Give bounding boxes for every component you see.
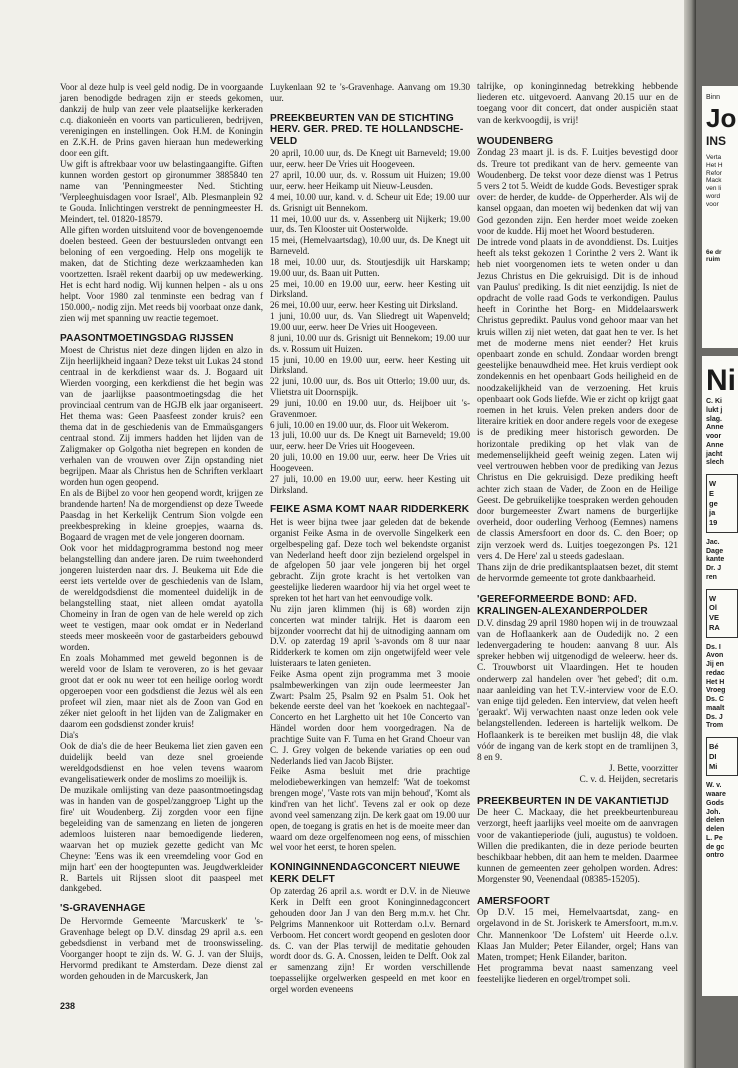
- ad-body: [706, 154, 738, 209]
- ad-line: W: [709, 593, 717, 603]
- page-number: 238: [60, 1001, 76, 1011]
- paragraph: Uw gift is aftrekbaar voor uw belastingaangifte. Giften kunnen worden gestort op gironummer 3885840 ten name van 'Penningmeester Ned. Stichting 'Verpleeghuisdagen voor Israel', Alb. Plesmanplein 92 te Gouda. Inlichtingen verstrekt de penningmeester H. Meindert, tel. 01820-18579.: [60, 158, 263, 224]
- paragraph: 25 mei, 10.00 en 19.00 uur, eerw. heer Kesting uit Dirksland.: [270, 278, 470, 300]
- paragraph: Op D.V. 15 mei, Hemelvaartsdat, zang- en orgelavond in de St. Joriskerk te Amersfoort, m.m.v. Chr. Mannenkoor 'De Lofstem' uit Heerde o.l.v. Klaas Jan Mulder; Peter Eilander, orgel; Hans van Maten, trompet; Henk Eilander, bariton.: [477, 908, 678, 963]
- ad-line: redac: [706, 669, 725, 677]
- paragraph: 26 mei, 10.00 uur, eerw. heer Kesting uit Dirksland.: [270, 300, 458, 311]
- ad-line: delen: [706, 817, 725, 825]
- paragraph: Feike Asma opent zijn programma met 3 mooie psalmbewerkingen van zijn oude leermeester Jan Zwart: Psalm 25, Psalm 92 en Psalm 51. Ook het bekende eerste deel van het 'koekoek en nachtegaal'-Concerto en het Larghetto uit het 10e Concerto van Händel worden door hem voorgedragen. Na de prachtige Suite van F. Tuma en het Grand Choeur van C. J. Grey volgen de bekende variaties op een oud Nederlands lied van Jacob Bijster.: [270, 668, 470, 766]
- section-heading: PREEKBEURTEN VAN DE STICHTING HERV. GER. PRED. TE HOLLANDSCHE-VELD: [270, 112, 464, 147]
- ad-box: [706, 737, 738, 776]
- ad-line: C. Ki: [706, 398, 722, 405]
- paragraph: Luykenlaan 92 te 's-Gravenhage. Aanvang om 19.30 uur.: [270, 82, 470, 103]
- ad-line: ge: [709, 498, 718, 508]
- section-heading: WOUDENBERG: [477, 135, 554, 147]
- ad-line: Ds. J: [706, 713, 723, 721]
- paragraph: Alle giften worden uitsluitend voor de bovengenoemde doelen besteed. Geen der bestuursleden ontvangt een beloning of een vergoeding. Help ons mogelijk te maken, dat de Stichting deze werkzaamheden kan voortzetten. Israël rekent daarbij op uw medewerking. Het is echt hard nodig. Wij kunnen helpen - als u ons helpt. Voor 1980 zal tenminste een bedrag van f 150.000,- nodig zijn. Met reeds bij voorbaat onze dank, zien wij met spanning uw reactie tegemoet.: [60, 224, 263, 323]
- ad-line: slech: [706, 459, 724, 467]
- paragraph: En als de Bijbel zo voor hen geopend wordt, krijgen ze brandende harten! Na de morgendienst op deze Tweede Paasdag in het Kerkelijk Centrum Sion volgde een preekbespreking in kleine groepjes, waarna ds. Bogaard de vragen met de vele jongeren doornam.: [60, 488, 263, 542]
- column-middle: [270, 82, 470, 995]
- book-binding: [684, 0, 696, 1068]
- paragraph: Voor al deze hulp is veel geld nodig. De in voorgaande jaren benodigde bedragen zijn er steeds gekomen, dankzij de hulp van zeer vele plaatselijke kerkeraden c.q. diakonieën en voorts van particulieren, bedrijven, verenigingen en instellingen. Ook H.M. de Koningin en Z.K.H. de Prins gaven hieraan hun medewerking door een gift.: [60, 82, 263, 158]
- section-heading: KONINGINNENDAGCONCERT NIEUWE KERK DELFT: [270, 862, 461, 885]
- paragraph: D.V. dinsdag 29 april 1980 hopen wij in de trouwzaal van de Hoflaankerk aan de Oudedijk no. 2 een ledenvergadering te houden: aanvang 8 uur. Als spreker hebben wij uitgenodigd de weleerw. heer ds. C. Trouwborst uit Vlaardingen. Het te houden onderwerp zal handelen over 'het gebed'; dit o.m. naar aanleiding van het T.V.-interview voor de E.O. van enige tijd geleden. Een interview, dat velen heeft 'geraakt'. Wij verwachten naast onze leden ook vele belangstellenden. Iedereen is hartelijk welkom. De Hoflaankerk is te bereiken met buslijn 48, die vlak vóór de ingang van de kerk stopt en de tramlijnen 3, 8 en 9.: [477, 618, 678, 763]
- ad-line: waare: [706, 791, 726, 798]
- ad-line: voor: [706, 433, 722, 440]
- ad-box: [706, 589, 738, 638]
- ad-line: maalt: [706, 704, 725, 712]
- paragraph: Ook de dia's die de heer Beukema liet zien gaven een duidelijk beeld van deze snel groeiende wereldgodsdienst en hoe velen tevens waarom evangelisatiewerk onder de moslims zo moeilijk is.: [60, 740, 263, 784]
- ad-line: Ol: [709, 603, 717, 613]
- paragraph: En zoals Mohammed met geweld begonnen is de wereld voor de Islam te veroveren, zo is het gevaar groot dat er ook nu weer tot een heilige oorlog wordt opgeroepen voor een godsdienst die Jezus wèl als een profeet wil zien, maar niet als de Zoon van God en zéker niet gelooft in het lijden van de Zaligmaker en daarom een godsdienst zonder kruis!: [60, 652, 263, 729]
- ad-box: [706, 474, 738, 533]
- paragraph: 4 mei, 10.00 uur, kand. v. d. Scheur uit Ede; 19.00 uur ds. Grisnigt uit Bennekom.: [270, 191, 470, 213]
- ad-line: VE: [709, 613, 720, 622]
- ad-line: Jac.: [706, 538, 720, 546]
- paragraph: Zondag 23 maart jl. is ds. F. Luitjes bevestigd door ds. Treure tot predikant van de herv. gemeente van Woudenberg. De tekst voor deze dienst was 1 Petrus 5 vers 2 tot 5. Weidt de kudde Gods. Bevestiger sprak over: de herder, de kudde- de Opperherder. Als wij de kansel opgaan, dan moeten wij bedenken dat wij van God gezonden zijn. Een herder moet weide zoeken voor de kudde. Hij moet het Woord bestuderen.: [477, 148, 678, 237]
- ad-line: word: [706, 192, 721, 200]
- ad-line: jacht: [706, 450, 723, 458]
- ad-line: ven li: [706, 185, 722, 193]
- ad-line: Ds. I: [706, 643, 721, 651]
- ad-line: 6e dr: [706, 248, 722, 256]
- ad-line: ontro: [706, 852, 724, 860]
- ad-line: Jij en: [706, 661, 724, 668]
- adjacent-advertisement-bottom: [702, 356, 738, 996]
- ad-line: W. v.: [706, 782, 722, 790]
- paragraph: Feike Asma besluit met drie prachtige melodiebewerkingen van hemzelf: 'Wat de toekomst brengen moge', 'Vaste rots van mijn behoud', 'Komt als kind'ren van het licht'. Tevens zal er ook op deze avond veel samenzang zijn. De kerk gaat om 19.00 uur open, de toegang is gratis en het is de moeite meer dan waard om deze orgelfenomeen nog eens, of misschien wel voor het eerst, te horen spelen.: [270, 766, 470, 853]
- paragraph: 29 juni, 10.00 en 19.00 uur, ds. Heijboer uit 's-Gravenmoer.: [270, 397, 470, 419]
- ad-line: ja: [709, 508, 716, 518]
- ad-line: DI: [709, 751, 717, 761]
- ad-line: ruim: [706, 256, 721, 264]
- paragraph: 20 juli, 10.00 en 19.00 uur, eerw. heer De Vries uit Hoogeveen.: [270, 452, 470, 473]
- ad-line: Mi: [709, 761, 718, 771]
- signature-line: C. v. d. Heijden, secretaris: [579, 775, 678, 786]
- ad-title: Jo: [706, 103, 737, 133]
- paragraph: De heer C. Mackaay, die het preekbeurtenbureau verzorgt, heeft jaarlijks veel moeite om de aanvragen voor de vakantieperiode (juli, augustus) te voldoen. Willen die predikanten, die in deze periode beurten beschikbaar hebben, dit aan hem te melden. Daarmee kunnen de gemeenten zeer geholpen worden. Adres: Morgenster 90, Veenendaal (08385-15205).: [477, 808, 678, 886]
- paragraph: Op zaterdag 26 april a.s. wordt er D.V. in de Nieuwe Kerk in Delft een groot Koninginnedagconcert gehouden door Jan J van den Berg m.m.v. het Chr. Pelgrims Mannenkoor uit Rotterdam o.l.v. Bernard Verboom. Het concert wordt geopend en gesloten door ds. C. van der Plas terwijl de meditatie gehouden wordt door ds. G. A. Cnossen, leiden te Delft. Ook zal er samenzang zijn! Er worden verschillende toepasselijke orgelwerken gespeeld en met koor en orgel worden eveneens: [270, 886, 470, 994]
- ad-line: Bé: [709, 742, 719, 751]
- section-heading: PAASONTMOETINGSDAG RIJSSEN: [60, 332, 234, 344]
- paragraph: 22 juni, 10.00 uur, ds. Bos uit Otterlo; 19.00 uur, ds. Vlietstra uit Doornspijk.: [270, 376, 470, 398]
- ad-line: Vroeg: [706, 687, 726, 695]
- ad-line: RA: [709, 622, 720, 632]
- ad-body: [706, 644, 738, 732]
- ad-label: Binn: [706, 94, 721, 101]
- ad-body: [706, 398, 738, 468]
- ad-line: voor: [706, 200, 719, 208]
- paragraph: Het is weer bijna twee jaar geleden dat de bekende organist Feike Asma in de overvolle Singelkerk een orgelbespeling gaf. Deze toch wel bekendste organist van Nederland heeft door zijn bezielend orgelspel in de afgelopen 50 jaar vele jongeren bij het orgel gebracht. Zijn grote kracht is het vertolken van geestelijke liederen waardoor hij via het orgel weet te spreken tot het hart van het eenvoudige volk.: [270, 517, 470, 603]
- ad-line: 19: [709, 518, 718, 527]
- ad-line: Dage: [706, 547, 724, 555]
- ad-line: L. Pe: [706, 834, 723, 842]
- ad-line: Gods: [706, 799, 724, 807]
- paragraph: 15 mei, (Hemelvaartsdag), 10.00 uur, ds. De Knegt uit Barneveld.: [270, 235, 470, 257]
- signature-line: J. Bette, voorzitter: [608, 764, 678, 775]
- ad-line: Dr. J: [706, 565, 722, 572]
- paragraph: Dia's: [60, 729, 79, 740]
- paragraph: Ook voor het middagprogramma bestond nog meer belangstelling dan andere jaren. De ruim tweehonderd jongeren luisterden naar drs. J. Beukema uit Ede die eerst iets vertelde over de geschiedenis van de Islam, de wereldgodsdienst die momenteel duidelijk in de belangstelling staat, niet alleen omdat ayatolla Chomeiny in Iran de ogen van de hele wereld op zich weet te vestigen, maar ook omdat er in Nederland steeds meer moskeeën voor de gastarbeiders gebouwd worden.: [60, 542, 263, 652]
- ad-line: slag.: [706, 415, 722, 423]
- ad-footer: [706, 249, 738, 265]
- ad-subtitle: INS: [706, 134, 727, 148]
- ad-line: delen: [706, 826, 725, 833]
- ad-line: Refor: [706, 169, 722, 177]
- ad-line: de gc: [706, 843, 725, 851]
- ad-line: lukt j: [706, 406, 723, 414]
- ad-line: W: [709, 479, 717, 488]
- ad-line: Ds. C: [706, 696, 724, 703]
- paragraph: 1 juni, 10.00 uur, ds. Van Sliedregt uit Wapenveld; 19.00 uur, eerw. heer De Vries uit Hoogeveen.: [270, 311, 470, 332]
- column-right: [477, 82, 678, 987]
- column-left: [60, 82, 263, 982]
- ad-line: Verta: [706, 154, 722, 161]
- ad-line: ren: [706, 573, 717, 581]
- paragraph: 13 juli, 10.00 uur ds. De Knegt uit Barneveld; 19.00 uur, eerw. heer De Vries uit Hoogeveen.: [270, 430, 470, 452]
- paragraph: 18 mei, 10.00 uur, ds. Stoutjesdijk uit Harskamp; 19.00 uur, ds. Baan uit Putten.: [270, 256, 470, 278]
- paragraph: 27 juli, 10.00 en 19.00 uur, eerw. heer Kesting uit Dirksland.: [270, 473, 470, 495]
- paragraph: talrijke, op koninginnedag betrekking hebbende liederen etc. uitgevoerd. Aanvang 20.15 uur en de toegang voor dit concert, dat onder auspiciën staat van de kerkvoogdij, is vrij!: [477, 82, 678, 126]
- ad-line: E: [709, 488, 715, 498]
- section-heading: AMERSFOORT: [477, 895, 550, 907]
- ad-line: Joh.: [706, 808, 721, 816]
- ad-line: Trom: [706, 722, 724, 730]
- ad-line: Het H: [706, 678, 725, 686]
- ad-body: [706, 539, 738, 583]
- paragraph: De intrede vond plaats in de avonddienst. Ds. Luitjes heeft als tekst gekozen 1 Corinthe 2 vers 2. Want ik heb niet voorgenomen iets te weten onder u dan Jezus Christus en Die gekruisigd. Dit is de inhoud van Paulus' prediking. Is dit niet eenzijdig. Is niet de opdracht de volle raad Gods te verkondigen. Paulus heeft in Corinthe het Borg- en Middelaarswerk Christus gepredikt. Paulus vond gehoor maar van het kruis willen zij niet weten, dat gaat hen te ver. Is het met de moderne mens niet eender? Het kruis openbaart zonde en schuld. Zondaar worden brengt geestelijke benauwdheid mee. Het kruis verdiept ook zondekennis en het openbaart Gods heiligheid en de noodzakelijkheid van de verzoening. Het kruis openbaart ook Gods liefde. Wie er zicht op krijgt gaat roemen in het kruis. Velen preken anders door de literaire kritiek en door andere regels voor de exegese is de prediking meer historisch geworden. De horizontale prediking op het vlak van de medemenselijkheid geeft weinig zegen. Laten wij veel vertrouwen hebben voor de prediking van Jezus Christus en Die gekruisigd. Deze prediking heeft achter zich staan de Vader, de Zoon en de Heilige Geest. De gebruikelijke toespraken werden gehouden door burgemeester Zwart namens de burgerlijke overheid, door ouderling Verhoog (Eemnes) namens de classis Amersfoort en door ds. C. den Boer; op zijn verzoek werd ds. Luitjes toegezongen Ps. 121 vers 4. De Here' zal u steeds gadeslaan.: [477, 238, 678, 562]
- paragraph: 11 mei, 10.00 uur ds. v. Assenberg uit Nijkerk; 19.00 uur, ds. Ten Klooster uit Oosterwolde.: [270, 213, 470, 235]
- ad-line: kante: [706, 556, 725, 564]
- paragraph: 27 april, 10.00 uur, ds. v. Rossum uit Huizen; 19.00 uur, eerw. heer Heikamp uit Nieuw-Leusden.: [270, 170, 470, 191]
- adjacent-advertisement-top: [702, 86, 738, 348]
- ad-line: Anne: [706, 424, 724, 432]
- paragraph: De muzikale omlijsting van deze paasontmoetingsdag was in handen van de gospel/zanggroep 'Light up the fire' uit Woudenberg. Zij zorgden voor een fijne begeleiding van de samenzang en lieten de jongeren ademloos luisteren naar bemoedigende liederen, waarvan het op muziek gezette gedicht van Mc Cheyne: 'Eens was ik een vreemdeling voor God en mijn hart' een der hoogtepunten was. Jeugdwerkleider R. Bartels uit Rijssen sloot dit paaspeel met dankgebed.: [60, 784, 263, 894]
- ad-body: [706, 782, 738, 861]
- paragraph: Thans zijn de drie predikantsplaatsen bezet, dit stemt de hervormde gemeente tot grote dankbaarheid.: [477, 562, 678, 585]
- paragraph: De Hervormde Gemeente 'Marcuskerk' te 's-Gravenhage belegt op D.V. dinsdag 29 april a.s. een gebedsdienst in verband met de troonswisseling. Voorganger hoopt te zijn ds. W. G. J. van der Sluijs, Hervormd predikant te Amsterdam. Deze dienst zal worden gehouden in de Marcuskerk, Jan: [60, 916, 263, 981]
- ad-line: Anne: [706, 441, 724, 449]
- section-heading: PREEKBEURTEN IN DE VAKANTIETIJD: [477, 795, 669, 807]
- ad-line: Het H: [706, 161, 723, 169]
- section-heading: FEIKE ASMA KOMT NAAR RIDDERKERK: [270, 504, 470, 516]
- ad-line: Mack: [706, 177, 722, 185]
- paragraph: 20 april, 10.00 uur, ds. De Knegt uit Barneveld; 19.00 uur, eerw. heer De Vries uit Hoogeveen.: [270, 148, 470, 170]
- paragraph: Het programma bevat naast samenzang veel feestelijke liederen en orgel/trompet soli.: [477, 964, 678, 986]
- paragraph: 6 juli, 10.00 en 19.00 uur, ds. Floor uit Wekerom.: [270, 419, 449, 430]
- ad-line: Avon: [706, 652, 724, 660]
- paragraph: Nu zijn jaren klimmen (hij is 68) worden zijn concerten wat minder talrijk. Het is daarom een bijzonder voorrecht dat hij de uitnodiging aannam om D.V. op zaterdag 19 april 's-avonds om 8 uur naar Ridderkerk te komen om zijn ongetwijfeld weer vele luisteraars te laten genieten.: [270, 603, 470, 669]
- section-heading: 'S-GRAVENHAGE: [60, 903, 146, 915]
- ad-title: Ni: [706, 364, 736, 397]
- section-heading: 'GEREFORMEERDE BOND: AFD. KRALINGEN-ALEXANDERPOLDER: [477, 594, 648, 617]
- paragraph: Moest de Christus niet deze dingen lijden en alzo in Zijn heerlijkheid ingaan? Deze tekst uit Lukas 24 stond centraal in de kerkdienst waar ds. J. Bogaard uit Wierden voorging, een kerkdienst die het begin was van de jaarlijkse paasontmoetingsdag die het provinciaal centrum van de HGJB elk jaar organiseert. Het thema was: Geen Paasfeest zonder kruis? een thema dat in de geschiedenis van de Emmaüsgangers centraal stond. Zij immers hadden het lijden van de Zaligmaker op Golgotha niet begrepen en konden de verhalen van de vrouwen over Zijn opstanding niet begrijpen. Maar als Christus hen de Schriften verklaart worden hun ogen geopend.: [60, 345, 263, 488]
- paragraph: 8 juni, 10.00 uur ds. Grisnigt uit Bennekom; 19.00 uur ds. v. Rossum uit Huizen.: [270, 332, 470, 354]
- paragraph: 15 juni, 10.00 en 19.00 uur, eerw. heer Kesting uit Dirksland.: [270, 354, 470, 376]
